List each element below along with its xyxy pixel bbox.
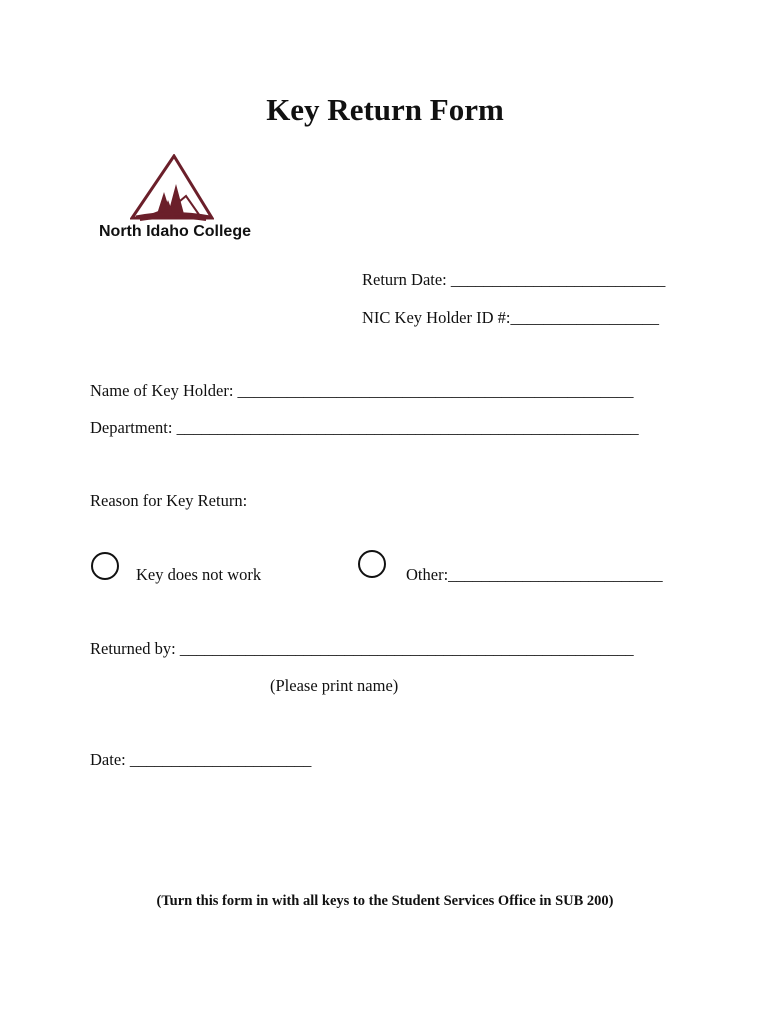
return-date-field[interactable]: Return Date: __________________________ [362, 270, 666, 289]
key-holder-id-field[interactable]: NIC Key Holder ID #:__________________ [362, 308, 659, 327]
college-logo [96, 150, 256, 250]
date-field[interactable]: Date: ______________________ [90, 750, 312, 769]
print-name-hint: (Please print name) [270, 676, 399, 695]
key-holder-name-field[interactable]: Name of Key Holder: ________________________________________________ [90, 381, 634, 400]
radio-key-not-working[interactable] [91, 552, 119, 580]
option-key-not-working-label: Key does not work [136, 565, 262, 584]
logo-text: North Idaho College [99, 223, 251, 240]
returned-by-field[interactable]: Returned by: _______________________________________________________ [90, 639, 634, 658]
department-field[interactable]: Department: ________________________________________________________ [90, 418, 639, 437]
radio-other[interactable] [358, 550, 386, 578]
form-title: Key Return Form [266, 92, 504, 127]
mountain-logo-icon [130, 154, 214, 224]
other-reason-field[interactable]: Other:__________________________ [406, 565, 663, 584]
reason-label: Reason for Key Return: [90, 491, 248, 510]
footer-note: (Turn this form in with all keys to the Student Services Office in SUB 200) [156, 893, 614, 909]
